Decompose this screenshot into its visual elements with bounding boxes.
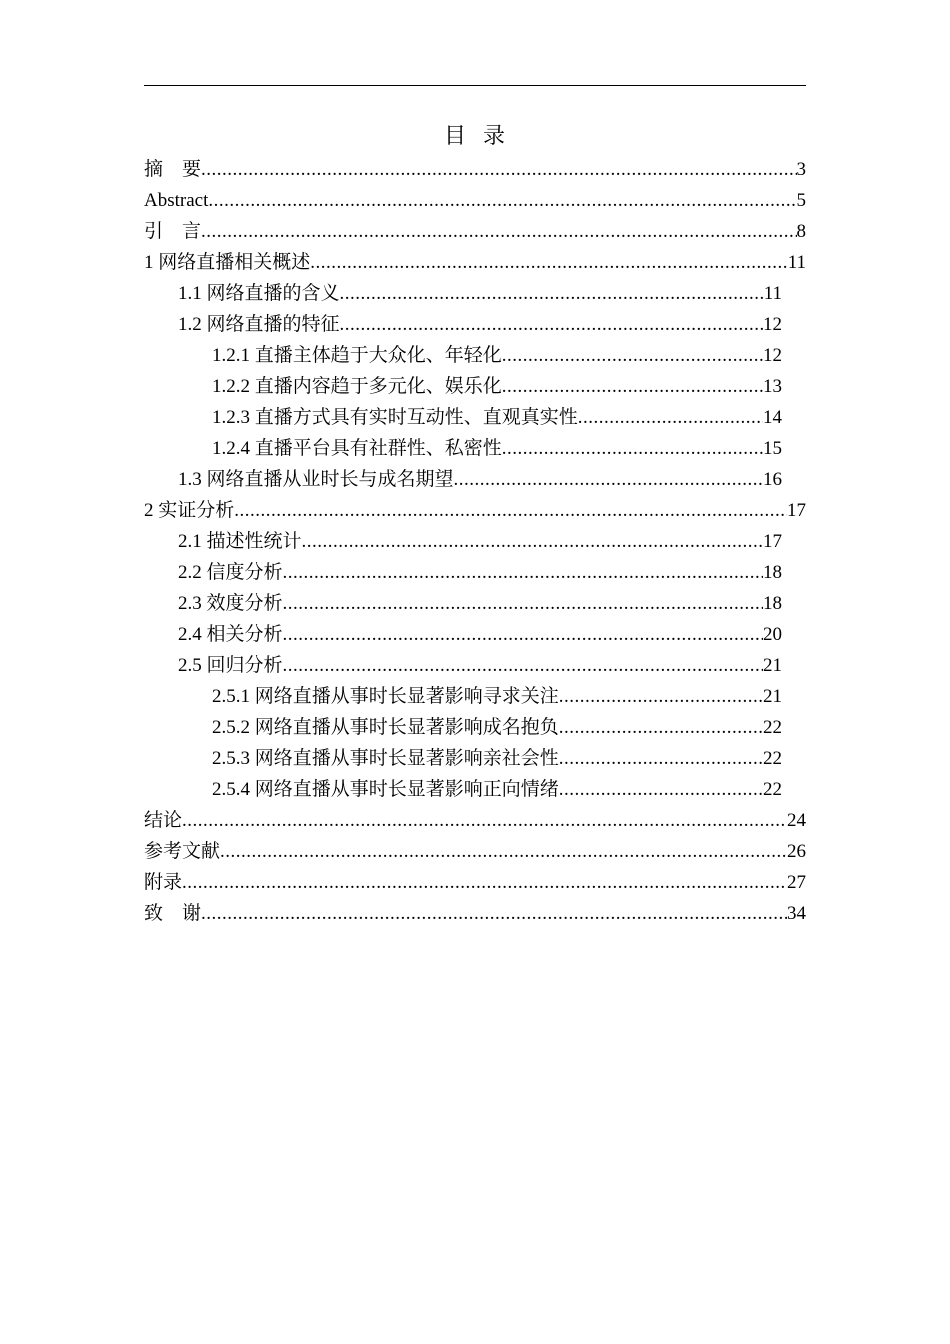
toc-dot-leader <box>559 743 763 774</box>
toc-entry-section-1-2-1[interactable] <box>144 340 806 371</box>
toc-entry-label: 2.5.4 网络直播从事时长显著影响正向情绪 <box>212 779 559 800</box>
toc-entry-label: 引 言 <box>144 221 202 242</box>
toc-entry-chapter-2[interactable] <box>144 495 806 526</box>
toc-entry-label: 1.2.4 直播平台具有社群性、私密性 <box>212 438 502 459</box>
toc-dot-leader <box>220 836 787 867</box>
toc-page-number: 26 <box>787 841 806 862</box>
toc-entry-label: 2.2 信度分析 <box>178 562 283 583</box>
toc-page-number: 20 <box>763 624 782 645</box>
toc-entry-section-2-2[interactable] <box>144 557 806 588</box>
toc-entry-references[interactable] <box>144 836 806 867</box>
toc-page-number: 13 <box>763 376 782 397</box>
toc-entry-label: Abstract <box>144 190 209 211</box>
toc-dot-leader <box>283 619 763 650</box>
toc-dot-leader <box>283 588 763 619</box>
toc-page-number: 24 <box>787 810 806 831</box>
toc-entry-acknowledgements[interactable] <box>144 898 806 929</box>
toc-entry-section-2-5-2[interactable] <box>144 712 806 743</box>
toc-entry-label: 1.2.1 直播主体趋于大众化、年轻化 <box>212 345 502 366</box>
toc-entry-label: 2.5.2 网络直播从事时长显著影响成名抱负 <box>212 717 559 738</box>
toc-entry-label: 2.1 描述性统计 <box>178 531 302 552</box>
toc-entry-chapter-1[interactable] <box>144 247 806 278</box>
toc-dot-leader <box>208 185 796 216</box>
toc-entry-label: 摘 要 <box>144 159 202 180</box>
toc-page-number: 11 <box>787 252 806 273</box>
toc-entry-abstract-cn[interactable] <box>144 154 806 185</box>
toc-entry-label: 1.2.3 直播方式具有实时互动性、直观真实性 <box>212 407 578 428</box>
toc-entry-section-1-2-3[interactable] <box>144 402 806 433</box>
toc-entry-section-1-2[interactable] <box>144 309 806 340</box>
toc-dot-leader <box>283 650 763 681</box>
toc-dot-leader <box>283 557 763 588</box>
header-rule <box>144 85 806 86</box>
toc-page-number: 15 <box>763 438 782 459</box>
toc-entry-label: 1.1 网络直播的含义 <box>178 283 340 304</box>
toc-entry-appendix[interactable] <box>144 867 806 898</box>
toc-entry-label: 1.2 网络直播的特征 <box>178 314 340 335</box>
toc-dot-leader <box>559 712 763 743</box>
toc-entry-section-1-3[interactable] <box>144 464 806 495</box>
toc-page-number: 22 <box>763 748 782 769</box>
toc-dot-leader <box>201 898 787 929</box>
toc-page-number: 27 <box>787 872 806 893</box>
toc-entry-label: 2.5.1 网络直播从事时长显著影响寻求关注 <box>212 686 559 707</box>
table-of-contents <box>144 154 806 929</box>
toc-entry-label: 1.3 网络直播从业时长与成名期望 <box>178 469 454 490</box>
toc-page-number: 18 <box>763 593 782 614</box>
toc-entry-label: 2.5.3 网络直播从事时长显著影响亲社会性 <box>212 748 559 769</box>
toc-page-number: 8 <box>796 221 806 242</box>
toc-entry-label: 2 实证分析 <box>144 500 235 521</box>
toc-entry-label: 1.2.2 直播内容趋于多元化、娱乐化 <box>212 376 502 397</box>
toc-page-number: 17 <box>787 500 806 521</box>
toc-entry-abstract-en[interactable] <box>144 185 806 216</box>
toc-entry-label: 附录 <box>144 872 183 893</box>
toc-dot-leader <box>201 216 796 247</box>
toc-page-number: 21 <box>763 655 782 676</box>
toc-page-number: 34 <box>787 903 806 924</box>
toc-entry-section-1-2-2[interactable] <box>144 371 806 402</box>
toc-dot-leader <box>454 464 763 495</box>
toc-entry-section-2-1[interactable] <box>144 526 806 557</box>
toc-entry-label: 结论 <box>144 810 183 831</box>
toc-dot-leader <box>302 526 763 557</box>
toc-dot-leader <box>182 867 787 898</box>
toc-dot-leader <box>340 309 763 340</box>
toc-entry-label: 2.3 效度分析 <box>178 593 283 614</box>
toc-entry-section-2-3[interactable] <box>144 588 806 619</box>
toc-page-number: 18 <box>763 562 782 583</box>
toc-page-number: 22 <box>763 779 782 800</box>
toc-entry-section-2-5-4[interactable] <box>144 774 806 805</box>
toc-entry-section-1-2-4[interactable] <box>144 433 806 464</box>
toc-page-number: 5 <box>796 190 806 211</box>
toc-entry-conclusion[interactable] <box>144 805 806 836</box>
toc-entry-label: 参考文献 <box>144 841 221 862</box>
toc-entry-label: 2.4 相关分析 <box>178 624 283 645</box>
toc-entry-section-2-4[interactable] <box>144 619 806 650</box>
toc-entry-label: 2.5 回归分析 <box>178 655 283 676</box>
toc-page-number: 11 <box>763 283 782 304</box>
toc-page-number: 21 <box>763 686 782 707</box>
toc-dot-leader <box>559 681 763 712</box>
toc-dot-leader <box>182 805 787 836</box>
toc-page-number: 17 <box>763 531 782 552</box>
toc-entry-section-1-1[interactable] <box>144 278 806 309</box>
toc-entry-section-2-5-3[interactable] <box>144 743 806 774</box>
toc-page-number: 12 <box>763 314 782 335</box>
toc-dot-leader <box>559 774 763 805</box>
toc-dot-leader <box>310 247 787 278</box>
toc-dot-leader <box>578 402 763 433</box>
toc-dot-leader <box>502 340 763 371</box>
toc-title: 目 录 <box>444 124 506 149</box>
toc-dot-leader <box>340 278 764 309</box>
toc-dot-leader <box>201 154 796 185</box>
toc-page-number: 12 <box>763 345 782 366</box>
toc-dot-leader <box>502 371 763 402</box>
toc-dot-leader <box>234 495 787 526</box>
toc-page-number: 14 <box>763 407 782 428</box>
toc-page-number: 16 <box>763 469 782 490</box>
toc-entry-section-2-5[interactable] <box>144 650 806 681</box>
toc-page-number: 3 <box>796 159 806 180</box>
toc-entry-label: 致 谢 <box>144 903 202 924</box>
toc-page-number: 22 <box>763 717 782 738</box>
toc-dot-leader <box>502 433 763 464</box>
toc-entry-section-2-5-1[interactable] <box>144 681 806 712</box>
toc-entry-introduction[interactable] <box>144 216 806 247</box>
toc-entry-label: 1 网络直播相关概述 <box>144 252 311 273</box>
